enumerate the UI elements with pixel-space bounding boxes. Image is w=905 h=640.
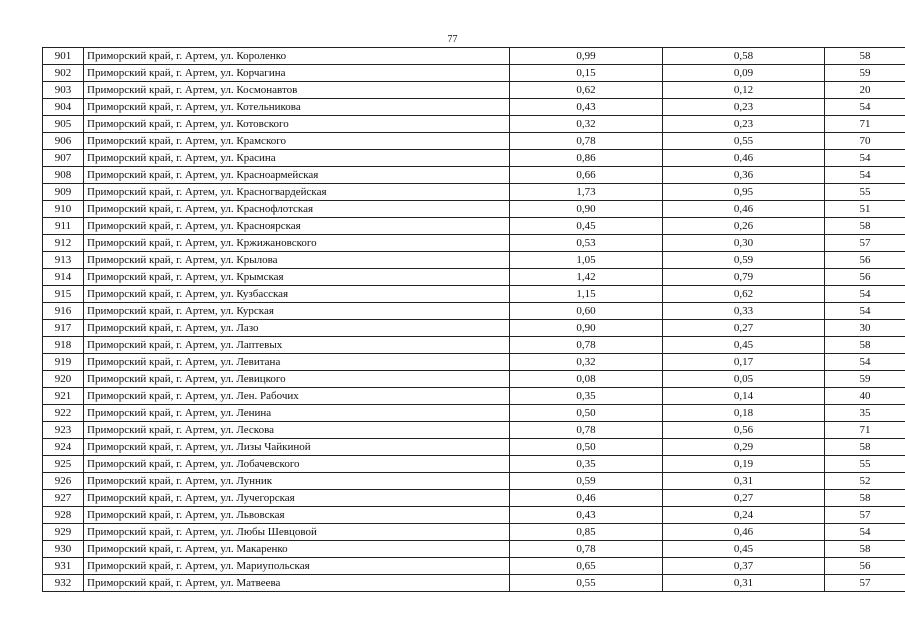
table-row [43,439,905,456]
table-row [43,184,905,201]
value-3-cell: 55 [825,456,905,473]
value-1-cell: 0,35 [510,388,663,405]
row-number-cell: 924 [43,439,84,456]
value-3-cell: 58 [825,218,905,235]
table-row [43,371,905,388]
value-2-cell: 0,58 [663,48,825,65]
row-number-cell: 931 [43,558,84,575]
value-2-cell: 0,17 [663,354,825,371]
address-cell: Приморский край, г. Артем, ул. Кузбасская [84,286,510,303]
value-3-cell: 58 [825,337,905,354]
table-row [43,337,905,354]
value-3-cell: 40 [825,388,905,405]
value-1-cell: 0,60 [510,303,663,320]
value-3-cell: 57 [825,575,905,592]
table-row [43,575,905,592]
value-1-cell: 1,15 [510,286,663,303]
value-3-cell: 70 [825,133,905,150]
address-cell: Приморский край, г. Артем, ул. Космонавтов [84,82,510,99]
value-1-cell: 0,32 [510,116,663,133]
row-number-cell: 927 [43,490,84,507]
row-number-cell: 920 [43,371,84,388]
value-3-cell: 54 [825,99,905,116]
table-row [43,286,905,303]
row-number-cell: 915 [43,286,84,303]
table-body [43,48,905,592]
value-3-cell: 30 [825,320,905,337]
value-1-cell: 0,78 [510,337,663,354]
row-number-cell: 917 [43,320,84,337]
value-3-cell: 58 [825,439,905,456]
row-number-cell: 928 [43,507,84,524]
value-2-cell: 0,31 [663,575,825,592]
address-cell: Приморский край, г. Артем, ул. Лаптевых [84,337,510,354]
address-cell: Приморский край, г. Артем, ул. Львовская [84,507,510,524]
value-2-cell: 0,18 [663,405,825,422]
table-row [43,524,905,541]
value-1-cell: 0,65 [510,558,663,575]
value-1-cell: 0,55 [510,575,663,592]
address-cell: Приморский край, г. Артем, ул. Лескова [84,422,510,439]
value-3-cell: 54 [825,167,905,184]
table-row [43,150,905,167]
value-2-cell: 0,45 [663,541,825,558]
value-2-cell: 0,12 [663,82,825,99]
value-2-cell: 0,46 [663,524,825,541]
table-row [43,490,905,507]
address-cell: Приморский край, г. Артем, ул. Котовского [84,116,510,133]
table-row [43,269,905,286]
address-cell: Приморский край, г. Артем, ул. Крамского [84,133,510,150]
table-row [43,422,905,439]
value-2-cell: 0,37 [663,558,825,575]
row-number-cell: 911 [43,218,84,235]
address-cell: Приморский край, г. Артем, ул. Лучегорская [84,490,510,507]
address-cell: Приморский край, г. Артем, ул. Матвеева [84,575,510,592]
value-1-cell: 0,50 [510,405,663,422]
row-number-cell: 912 [43,235,84,252]
row-number-cell: 906 [43,133,84,150]
value-2-cell: 0,09 [663,65,825,82]
address-cell: Приморский край, г. Артем, ул. Кржижановского [84,235,510,252]
value-2-cell: 0,79 [663,269,825,286]
value-1-cell: 0,66 [510,167,663,184]
address-cell: Приморский край, г. Артем, ул. Лазо [84,320,510,337]
address-cell: Приморский край, г. Артем, ул. Курская [84,303,510,320]
value-2-cell: 0,19 [663,456,825,473]
value-3-cell: 20 [825,82,905,99]
address-table [42,47,905,592]
value-1-cell: 0,78 [510,422,663,439]
value-3-cell: 59 [825,65,905,82]
value-2-cell: 0,24 [663,507,825,524]
table-row [43,303,905,320]
value-1-cell: 0,85 [510,524,663,541]
value-3-cell: 58 [825,490,905,507]
value-2-cell: 0,46 [663,150,825,167]
value-3-cell: 58 [825,541,905,558]
address-cell: Приморский край, г. Артем, ул. Левитана [84,354,510,371]
value-1-cell: 0,99 [510,48,663,65]
value-1-cell: 0,90 [510,320,663,337]
table-row [43,133,905,150]
row-number-cell: 918 [43,337,84,354]
value-1-cell: 0,45 [510,218,663,235]
value-1-cell: 1,73 [510,184,663,201]
value-1-cell: 0,32 [510,354,663,371]
value-1-cell: 0,08 [510,371,663,388]
row-number-cell: 910 [43,201,84,218]
table-row [43,218,905,235]
value-2-cell: 0,46 [663,201,825,218]
table-row [43,320,905,337]
value-3-cell: 71 [825,422,905,439]
value-3-cell: 35 [825,405,905,422]
value-1-cell: 0,35 [510,456,663,473]
value-2-cell: 0,23 [663,99,825,116]
value-3-cell: 58 [825,48,905,65]
row-number-cell: 926 [43,473,84,490]
address-cell: Приморский край, г. Артем, ул. Крылова [84,252,510,269]
value-2-cell: 0,05 [663,371,825,388]
value-3-cell: 57 [825,235,905,252]
value-2-cell: 0,27 [663,320,825,337]
value-3-cell: 56 [825,558,905,575]
row-number-cell: 913 [43,252,84,269]
table-row [43,167,905,184]
value-3-cell: 54 [825,303,905,320]
value-2-cell: 0,23 [663,116,825,133]
address-cell: Приморский край, г. Артем, ул. Короленко [84,48,510,65]
table-row [43,65,905,82]
value-2-cell: 0,31 [663,473,825,490]
row-number-cell: 932 [43,575,84,592]
value-3-cell: 56 [825,269,905,286]
value-2-cell: 0,29 [663,439,825,456]
value-3-cell: 56 [825,252,905,269]
value-1-cell: 0,90 [510,201,663,218]
value-1-cell: 0,53 [510,235,663,252]
value-2-cell: 0,27 [663,490,825,507]
value-3-cell: 55 [825,184,905,201]
address-cell: Приморский край, г. Артем, ул. Краснофлотская [84,201,510,218]
value-1-cell: 1,05 [510,252,663,269]
address-cell: Приморский край, г. Артем, ул. Красноармейская [84,167,510,184]
value-3-cell: 71 [825,116,905,133]
value-2-cell: 0,59 [663,252,825,269]
row-number-cell: 903 [43,82,84,99]
row-number-cell: 930 [43,541,84,558]
value-1-cell: 0,59 [510,473,663,490]
value-3-cell: 54 [825,524,905,541]
value-2-cell: 0,26 [663,218,825,235]
value-2-cell: 0,55 [663,133,825,150]
value-3-cell: 54 [825,286,905,303]
table-row [43,201,905,218]
value-1-cell: 0,78 [510,133,663,150]
value-2-cell: 0,62 [663,286,825,303]
table-row [43,405,905,422]
value-3-cell: 54 [825,354,905,371]
address-cell: Приморский край, г. Артем, ул. Макаренко [84,541,510,558]
value-3-cell: 57 [825,507,905,524]
table-row [43,354,905,371]
address-cell: Приморский край, г. Артем, ул. Лен. Рабочих [84,388,510,405]
address-cell: Приморский край, г. Артем, ул. Красина [84,150,510,167]
row-number-cell: 922 [43,405,84,422]
address-cell: Приморский край, г. Артем, ул. Корчагина [84,65,510,82]
value-3-cell: 59 [825,371,905,388]
value-2-cell: 0,95 [663,184,825,201]
address-cell: Приморский край, г. Артем, ул. Ленина [84,405,510,422]
value-3-cell: 54 [825,150,905,167]
address-cell: Приморский край, г. Артем, ул. Красноярская [84,218,510,235]
value-1-cell: 0,43 [510,99,663,116]
value-2-cell: 0,33 [663,303,825,320]
value-1-cell: 1,42 [510,269,663,286]
value-1-cell: 0,43 [510,507,663,524]
row-number-cell: 905 [43,116,84,133]
table-row [43,558,905,575]
address-cell: Приморский край, г. Артем, ул. Крымская [84,269,510,286]
row-number-cell: 916 [43,303,84,320]
row-number-cell: 909 [43,184,84,201]
row-number-cell: 929 [43,524,84,541]
row-number-cell: 919 [43,354,84,371]
value-2-cell: 0,56 [663,422,825,439]
row-number-cell: 914 [43,269,84,286]
value-1-cell: 0,86 [510,150,663,167]
table-row [43,48,905,65]
table-row [43,388,905,405]
value-2-cell: 0,14 [663,388,825,405]
row-number-cell: 902 [43,65,84,82]
table-row [43,456,905,473]
address-cell: Приморский край, г. Артем, ул. Любы Шевцовой [84,524,510,541]
address-cell: Приморский край, г. Артем, ул. Красногвардейская [84,184,510,201]
address-cell: Приморский край, г. Артем, ул. Лизы Чайкиной [84,439,510,456]
value-3-cell: 51 [825,201,905,218]
page-number: 77 [447,34,458,45]
row-number-cell: 901 [43,48,84,65]
value-2-cell: 0,36 [663,167,825,184]
value-1-cell: 0,15 [510,65,663,82]
value-1-cell: 0,46 [510,490,663,507]
address-cell: Приморский край, г. Артем, ул. Лунник [84,473,510,490]
value-2-cell: 0,30 [663,235,825,252]
value-1-cell: 0,78 [510,541,663,558]
address-cell: Приморский край, г. Артем, ул. Мариупольская [84,558,510,575]
table-row [43,235,905,252]
table-row [43,507,905,524]
value-2-cell: 0,45 [663,337,825,354]
table-row [43,252,905,269]
value-3-cell: 52 [825,473,905,490]
table-row [43,541,905,558]
value-1-cell: 0,62 [510,82,663,99]
value-1-cell: 0,50 [510,439,663,456]
row-number-cell: 921 [43,388,84,405]
address-cell: Приморский край, г. Артем, ул. Котельникова [84,99,510,116]
address-cell: Приморский край, г. Артем, ул. Лобачевского [84,456,510,473]
table-row [43,82,905,99]
table-row [43,99,905,116]
row-number-cell: 904 [43,99,84,116]
table-row [43,116,905,133]
row-number-cell: 907 [43,150,84,167]
row-number-cell: 923 [43,422,84,439]
table-row [43,473,905,490]
row-number-cell: 908 [43,167,84,184]
row-number-cell: 925 [43,456,84,473]
address-cell: Приморский край, г. Артем, ул. Левицкого [84,371,510,388]
